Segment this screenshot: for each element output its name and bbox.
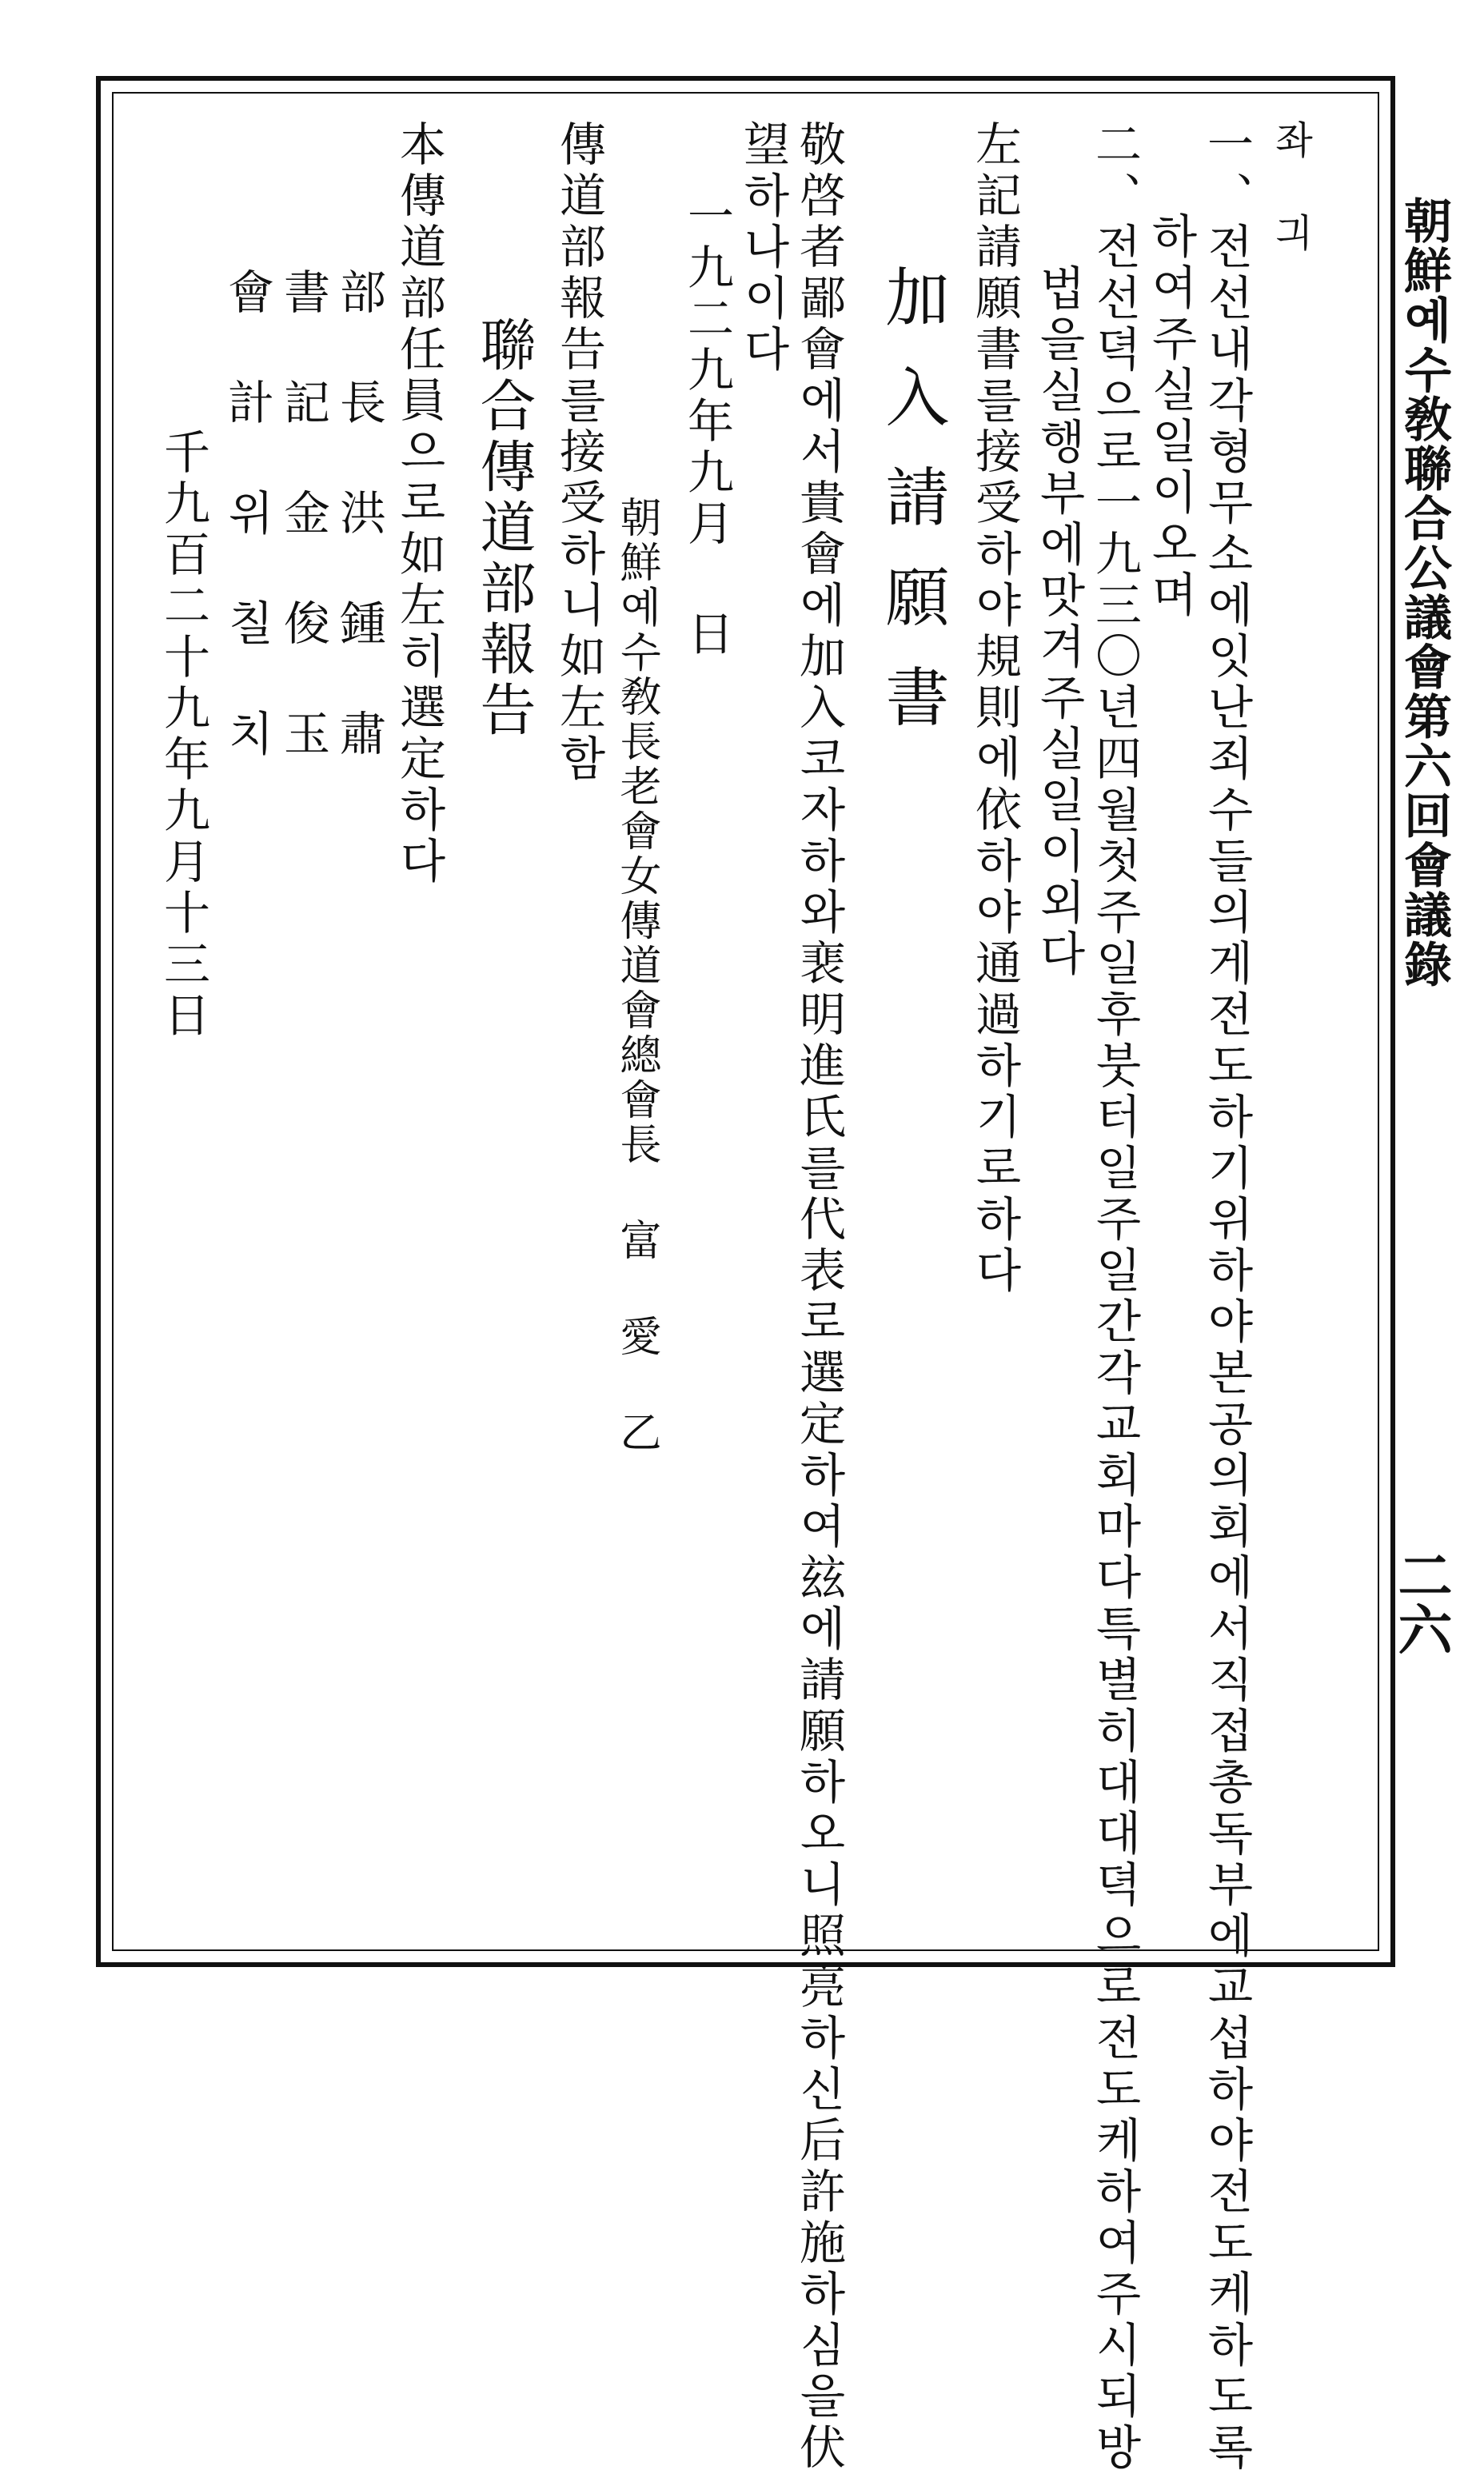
item-one-line-1: 一、전선내각형무소에잇난죄수들의게전도하기위하야본공의회에서직접총독부에교섭하야전도케하도록 (1199, 120, 1254, 2474)
officer-chair: 部 長 洪 鍾 肅 (332, 268, 386, 760)
officer-treasurer: 會 計 위 칠 치 (220, 268, 274, 760)
officer-secretary: 書 記 金 俊 玉 (276, 268, 330, 760)
item-one-line-2: 하여주실일이오며 (1143, 212, 1198, 621)
petition-date: 一九二九年九月 日 (680, 192, 734, 660)
petition-body-line-2: 望하나이다 (736, 120, 790, 376)
officers-statement: 本傳道部任員으로如左히選定하다 (392, 120, 446, 888)
petition-body-line-1: 敬啓者鄙會에서貴會에加入코자하와裵明進氏를代表로選定하여玆에請願하오니照亮하신后許施하심을伏 (792, 120, 846, 2474)
report-acceptance: 傳道部報告를接受하니如左함 (552, 120, 606, 785)
report-title: 聯合傳道部報告 (471, 316, 537, 741)
approval-statement: 左記請願書를接受하야規則에依하야通過하기로하다 (967, 120, 1022, 1297)
report-date: 千九百二十九年九月十三日 (156, 428, 210, 1042)
section-heading-left-record: 좌 긔 (1268, 120, 1313, 256)
petition-signatory: 朝鮮예수敎長老會女傳道會總會長 富 愛 乙 (612, 496, 660, 1455)
running-title: 朝鮮예수敎聯合公議會第六回會議錄 (1396, 196, 1452, 989)
page-number: 二六 (1389, 1547, 1453, 1656)
item-two-line-1: 二、전선뎍으로一九三〇년四월첫주일후붓터일주일간각교회마다특별히대대뎍으로전도케하여주시되방 (1087, 120, 1142, 2474)
petition-title: 加入請願書 (875, 264, 949, 764)
item-two-line-2: 법을실행부에맛겨주실일이외다 (1031, 264, 1086, 980)
